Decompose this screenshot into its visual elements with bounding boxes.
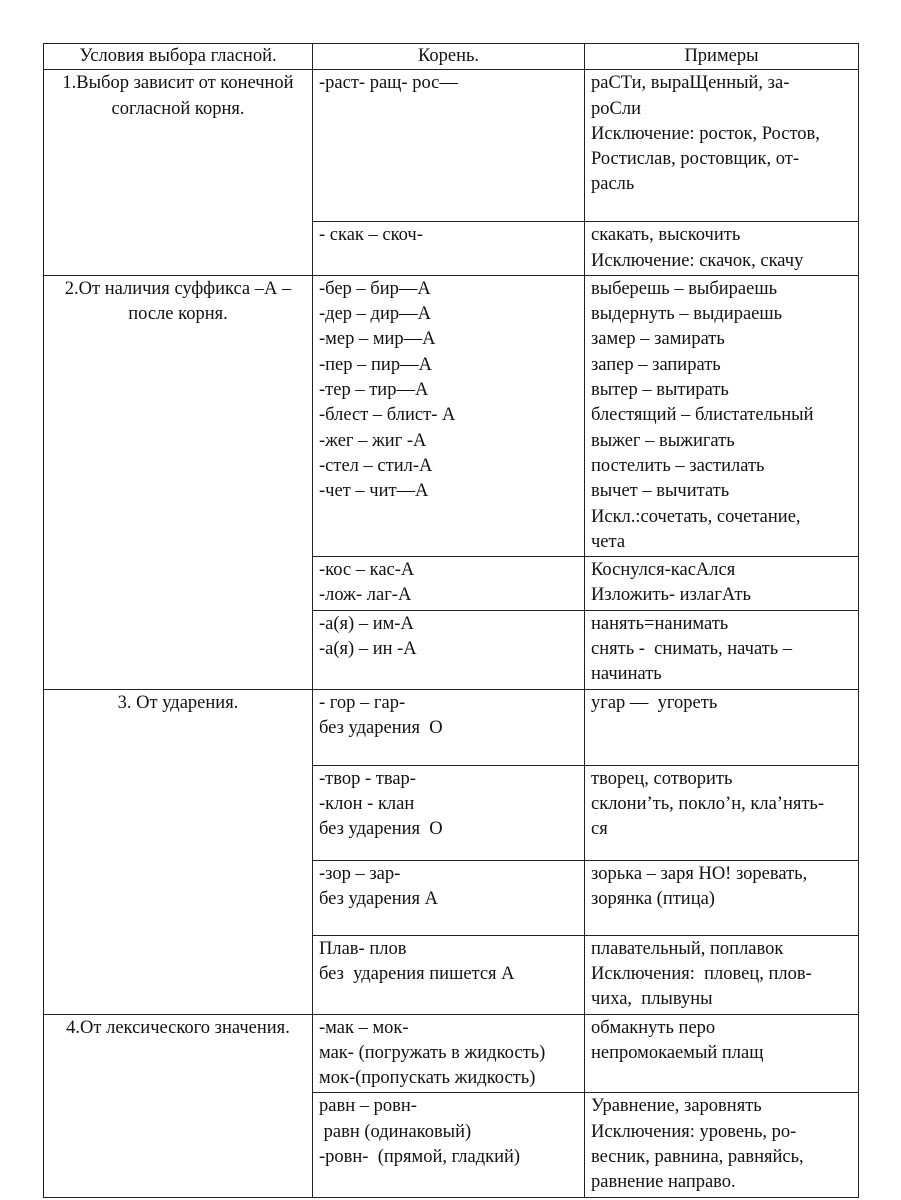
root-cell	[313, 1014, 585, 1093]
example-line: зорька – заря НО! зоревать,	[591, 863, 808, 884]
examples-cell	[585, 557, 859, 611]
root-cell	[313, 222, 585, 276]
example-line: склони’ть, покло’н, кла’нять-	[591, 793, 825, 814]
example-line: снять - снимать, начать –	[591, 639, 793, 660]
root-cell	[313, 70, 585, 222]
table-row	[44, 70, 859, 222]
example-line: Исключения: уровень, ро-	[591, 1121, 797, 1142]
condition-line: 2.От наличия суффикса –А –	[64, 278, 292, 299]
examples-cell	[585, 275, 859, 556]
root-line: -чет – чит—А	[319, 481, 429, 502]
condition-cell	[44, 275, 313, 689]
root-line: -дер – дир—А	[319, 304, 431, 325]
rules-table	[43, 43, 859, 1198]
root-line: мок-(пропускать жидкость)	[319, 1068, 536, 1089]
example-line: выжег – выжигать	[591, 430, 735, 451]
root-line: -жег – жиг -А	[319, 430, 427, 451]
condition-cell	[44, 689, 313, 1014]
header-condition: Условия выбора гласной.	[44, 44, 313, 70]
root-cell	[313, 610, 585, 689]
root-line: -ровн- (прямой, гладкий)	[319, 1147, 521, 1168]
root-line: - гор – гар-	[319, 692, 406, 713]
examples-cell	[585, 1093, 859, 1197]
example-line: Изложить- излагАть	[591, 585, 751, 606]
examples-cell	[585, 935, 859, 1014]
example-line: раСТи, выраЩенный, за-	[591, 73, 790, 94]
root-cell	[313, 765, 585, 860]
root-cell	[313, 860, 585, 935]
examples-cell	[585, 765, 859, 860]
table-row	[44, 689, 859, 765]
root-line: -а(я) – ин -А	[319, 639, 417, 660]
root-cell	[313, 275, 585, 556]
table-row	[44, 1014, 859, 1093]
table-body	[44, 70, 859, 1197]
example-line: роСли	[591, 98, 641, 119]
root-line: -раст- ращ- рос—	[319, 73, 458, 94]
example-line: замер – замирать	[591, 329, 725, 350]
example-line: выберешь – выбираешь	[591, 278, 778, 299]
example-line: запер – запирать	[591, 354, 721, 375]
root-line: -а(я) – им-А	[319, 613, 414, 634]
example-line: вытер – вытирать	[591, 380, 729, 401]
condition-line: после корня.	[128, 304, 228, 325]
example-line: постелить – застилать	[591, 455, 765, 476]
condition-line: 4.От лексического значения.	[66, 1017, 290, 1038]
example-line: начинать	[591, 664, 662, 685]
root-line: равн – ровн-	[319, 1096, 417, 1117]
condition-cell	[44, 70, 313, 276]
example-line: нанять=нанимать	[591, 613, 729, 634]
example-line: равнение направо.	[591, 1172, 736, 1193]
root-line: -пер – пир—А	[319, 354, 432, 375]
example-line: Исключение: росток, Ростов,	[591, 123, 820, 144]
table-row	[44, 275, 859, 556]
examples-cell	[585, 222, 859, 276]
example-line: чета	[591, 531, 626, 552]
root-line: без ударения О	[319, 819, 443, 840]
example-line: вычет – вычитать	[591, 481, 730, 502]
example-line: Исключение: скачок, скачу	[591, 250, 804, 271]
root-line: -мак – мок-	[319, 1017, 409, 1038]
root-line: -блест – блист- А	[319, 405, 456, 426]
example-line: творец, сотворить	[591, 768, 733, 789]
examples-cell	[585, 860, 859, 935]
root-line: -лож- лаг-А	[319, 585, 412, 606]
example-line: непромокаемый плащ	[591, 1042, 764, 1063]
example-line: выдернуть – выдираешь	[591, 304, 783, 325]
example-line: ся	[591, 819, 608, 840]
root-line: -зор – зар-	[319, 863, 401, 884]
condition-line: 1.Выбор зависит от конечной	[62, 73, 294, 94]
root-line: -бер – бир—А	[319, 278, 431, 299]
root-cell	[313, 1093, 585, 1197]
root-line: -твор - твар-	[319, 768, 416, 789]
root-line: - скак – скоч-	[319, 225, 423, 246]
root-cell	[313, 557, 585, 611]
example-line: Исключения: пловец, плов-	[591, 963, 812, 984]
example-line: плавательный, поплавок	[591, 938, 784, 959]
example-line: скакать, выскочить	[591, 225, 741, 246]
example-line: расль	[591, 174, 635, 195]
example-line: обмакнуть перо	[591, 1017, 716, 1038]
example-line: зорянка (птица)	[591, 888, 715, 909]
header-row	[44, 44, 859, 70]
root-line: без ударения А	[319, 888, 439, 909]
example-line: чиха, плывуны	[591, 989, 713, 1010]
examples-cell	[585, 70, 859, 222]
example-line: угар — угореть	[591, 692, 718, 713]
examples-cell	[585, 1014, 859, 1093]
root-cell	[313, 935, 585, 1014]
condition-line: согласной корня.	[111, 98, 245, 119]
example-line: Искл.:сочетать, сочетание,	[591, 506, 801, 527]
root-line: без ударения О	[319, 717, 443, 738]
header-root: Корень.	[313, 44, 585, 70]
condition-cell	[44, 1014, 313, 1197]
example-line: весник, равнина, равняйсь,	[591, 1147, 804, 1168]
condition-line: 3. От ударения.	[117, 692, 239, 713]
root-line: без ударения пишется А	[319, 963, 515, 984]
root-line: -мер – мир—А	[319, 329, 436, 350]
root-line: мак- (погружать в жидкость)	[319, 1042, 546, 1063]
root-line: равн (одинаковый)	[319, 1121, 472, 1142]
root-line: Плав- плов	[319, 938, 407, 959]
root-line: -стел – стил-А	[319, 455, 433, 476]
root-line: -клон - клан	[319, 793, 415, 814]
examples-cell	[585, 610, 859, 689]
example-line: Ростислав, ростовщик, от-	[591, 149, 800, 170]
root-cell	[313, 689, 585, 765]
example-line: блестящий – блистательный	[591, 405, 814, 426]
root-line: -кос – кас-А	[319, 560, 415, 581]
example-line: Коснулся-касАлся	[591, 560, 736, 581]
examples-cell	[585, 689, 859, 765]
example-line: Уравнение, заровнять	[591, 1096, 762, 1117]
header-examples: Примеры	[585, 44, 859, 70]
root-line: -тер – тир—А	[319, 380, 429, 401]
